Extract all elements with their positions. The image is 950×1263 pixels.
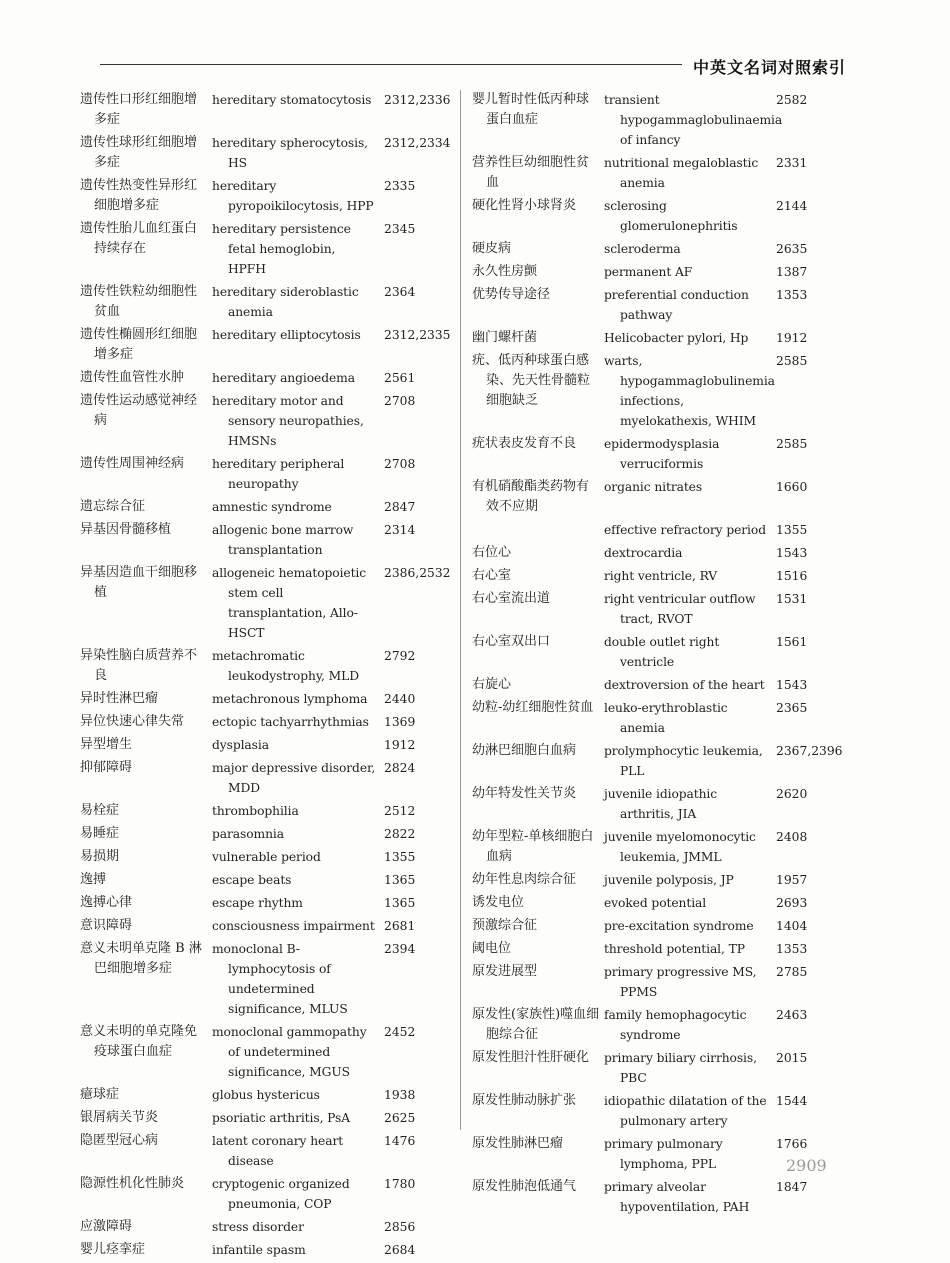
page-reference: 1766: [776, 1137, 808, 1151]
page-reference: 2331: [776, 156, 808, 170]
page-reference: 2144: [776, 199, 808, 213]
chinese-term: 异型增生: [80, 737, 133, 752]
page-reference: 1516: [776, 569, 808, 583]
index-entry: [472, 434, 844, 474]
chinese-term: 遗传性热变性异形红细胞增多症: [80, 178, 198, 213]
page-reference: 2684: [384, 1243, 416, 1257]
english-term: escape rhythm: [212, 896, 303, 910]
chinese-term: 隐源性机化性肺炎: [80, 1176, 185, 1191]
index-entry: [472, 893, 844, 913]
index-entry: [472, 196, 844, 236]
page-reference: 1404: [776, 919, 808, 933]
index-entry: [80, 916, 452, 936]
page-reference: 1780: [384, 1177, 416, 1191]
english-term: leuko-erythroblastic anemia: [604, 701, 728, 735]
chinese-term: 幼年型粒-单核细胞白血病: [472, 829, 594, 864]
page-reference: 2386,2532: [384, 566, 451, 580]
english-term: pre-excitation syndrome: [604, 919, 754, 933]
english-term: prolymphocytic leukemia, PLL: [604, 744, 763, 778]
english-term: allogeneic hematopoietic stem cell transplantation, Allo-HSCT: [212, 566, 367, 640]
page-reference: 1353: [776, 288, 808, 302]
page-reference: 1476: [384, 1134, 416, 1148]
chinese-term: 硬皮病: [472, 241, 512, 256]
english-term: psoriatic arthritis, PsA: [212, 1111, 351, 1125]
chinese-term: 诱发电位: [472, 895, 525, 910]
chinese-term: 银屑病关节炎: [80, 1110, 159, 1125]
index-entry: [472, 784, 844, 824]
english-term: juvenile myelomonocytic leukemia, JMML: [604, 830, 756, 864]
chinese-term: 遗传性血管性水肿: [80, 370, 185, 385]
chinese-term: 原发性肺淋巴瘤: [472, 1136, 564, 1151]
english-term: family hemophagocytic syndrome: [604, 1008, 747, 1042]
index-entry: [472, 543, 844, 563]
english-term: monoclonal B-lymphocytosis of undetermined significance, MLUS: [212, 942, 348, 1016]
index-entry: [472, 827, 844, 867]
page-reference: 2364: [384, 285, 416, 299]
english-term: monoclonal gammopathy of undetermined significance, MGUS: [212, 1025, 367, 1079]
chinese-term: 右心室双出口: [472, 634, 551, 649]
chinese-term: 预激综合征: [472, 918, 538, 933]
chinese-term: 意识障碍: [80, 918, 133, 933]
index-entry: [80, 1217, 452, 1237]
chinese-term: 原发性(家族性)噬血细胞综合征: [472, 1007, 600, 1042]
index-entry: [80, 1085, 452, 1105]
page-reference: 2512: [384, 804, 416, 818]
page-reference: 2693: [776, 896, 808, 910]
chinese-term: 婴儿暂时性低丙种球蛋白血症: [472, 92, 590, 127]
page-reference: 2635: [776, 242, 808, 256]
page-reference: 1355: [384, 850, 416, 864]
page-reference: 2365: [776, 701, 808, 715]
page-reference: 1938: [384, 1088, 416, 1102]
index-column-left: [80, 90, 452, 1263]
index-entry: [80, 1174, 452, 1214]
index-entry: [472, 589, 844, 629]
page-reference: 1365: [384, 896, 416, 910]
chinese-term: 幼年特发性关节炎: [472, 786, 577, 801]
english-term: preferential conduction pathway: [604, 288, 749, 322]
chinese-term: 幼年性息肉综合征: [472, 872, 577, 887]
english-term: vulnerable period: [212, 850, 321, 864]
chinese-term: 遗传性铁粒幼细胞性贫血: [80, 284, 198, 319]
index-entry: [472, 632, 844, 672]
page-reference: 2463: [776, 1008, 808, 1022]
english-term: dextroversion of the heart: [604, 678, 765, 692]
english-term: double outlet right ventricle: [604, 635, 720, 669]
index-entry: [80, 520, 452, 560]
index-entry: [80, 176, 452, 216]
chinese-term: 硬化性肾小球肾炎: [472, 198, 577, 213]
page-header-title: 中英文名词对照索引: [692, 58, 846, 77]
chinese-term: 阈电位: [472, 941, 512, 956]
chinese-term: 原发性胆汁性肝硬化: [472, 1050, 590, 1065]
page-reference: 2785: [776, 965, 808, 979]
index-entry: [80, 325, 452, 365]
english-term: allogenic bone marrow transplantation: [212, 523, 354, 557]
index-entry: [472, 962, 844, 1002]
page-reference: 2345: [384, 222, 416, 236]
chinese-term: 异染性脑白质营养不良: [80, 648, 198, 683]
chinese-term: 意义未明单克隆 B 淋巴细胞增多症: [80, 941, 202, 976]
english-term: juvenile idiopathic arthritis, JIA: [604, 787, 718, 821]
english-term: hereditary spherocytosis, HS: [212, 136, 368, 170]
index-entry: [472, 1177, 844, 1217]
chinese-term: 癔球症: [80, 1087, 120, 1102]
column-divider: [460, 90, 461, 1130]
english-term: hereditary angioedema: [212, 371, 355, 385]
chinese-term: 易睡症: [80, 826, 120, 841]
page-reference: 1561: [776, 635, 808, 649]
index-entry: [80, 801, 452, 821]
index-entry: [472, 741, 844, 781]
chinese-term: 原发性肺泡低通气: [472, 1179, 577, 1194]
index-entry: [80, 133, 452, 173]
english-term: hereditary peripheral neuropathy: [212, 457, 345, 491]
chinese-term: 永久性房颤: [472, 264, 538, 279]
chinese-term: 异基因造血干细胞移植: [80, 565, 198, 600]
english-term: effective refractory period: [604, 523, 766, 537]
page-reference: 2792: [384, 649, 416, 663]
chinese-term: 幼粒-幼红细胞性贫血: [472, 700, 594, 715]
chinese-term: 优势传导途径: [472, 287, 551, 302]
index-entry: [472, 351, 844, 431]
page-reference: 2847: [384, 500, 416, 514]
chinese-term: 右心室: [472, 568, 512, 583]
page-reference: 1531: [776, 592, 808, 606]
page-reference: 1369: [384, 715, 416, 729]
header-rule: [100, 64, 682, 65]
chinese-term: 逸搏: [80, 872, 107, 887]
index-entry: [80, 497, 452, 517]
chinese-term: 幽门螺杆菌: [472, 330, 538, 345]
chinese-term: 右旋心: [472, 677, 512, 692]
page-reference: 2822: [384, 827, 416, 841]
chinese-term: 婴儿痉挛症: [80, 1242, 146, 1257]
index-entry: [472, 90, 844, 150]
page-reference: 2452: [384, 1025, 416, 1039]
page-reference: 1957: [776, 873, 808, 887]
page-reference: 1353: [776, 942, 808, 956]
index-entry: [472, 675, 844, 695]
index-entry: [472, 285, 844, 325]
index-entry: [80, 646, 452, 686]
english-term: juvenile polyposis, JP: [604, 873, 734, 887]
chinese-term: 原发进展型: [472, 964, 538, 979]
english-term: metachronous lymphoma: [212, 692, 368, 706]
chinese-term: 遗传性口形红细胞增多症: [80, 92, 198, 127]
page-reference: 2312,2335: [384, 328, 451, 342]
index-entry: [472, 153, 844, 193]
index-entry: [80, 689, 452, 709]
english-term: hereditary persistence fetal hemoglobin, HPFH: [212, 222, 351, 276]
chinese-term: 异基因骨髓移植: [80, 522, 172, 537]
page-reference: 1365: [384, 873, 416, 887]
page-reference: 1387: [776, 265, 808, 279]
english-term: major depressive disorder, MDD: [212, 761, 376, 795]
chinese-term: [472, 520, 604, 540]
index-entry: [80, 824, 452, 844]
index-entry: [472, 916, 844, 936]
chinese-term: 隐匿型冠心病: [80, 1133, 159, 1148]
page-reference: 2824: [384, 761, 416, 775]
page-reference: 2367,2396: [776, 744, 843, 758]
chinese-term: 遗忘综合征: [80, 499, 146, 514]
chinese-term: 营养性巨幼细胞性贫血: [472, 155, 590, 190]
index-entry: [472, 239, 844, 259]
chinese-term: 幼淋巴细胞白血病: [472, 743, 577, 758]
english-term: metachromatic leukodystrophy, MLD: [212, 649, 359, 683]
english-term: primary progressive MS, PPMS: [604, 965, 757, 999]
english-term: right ventricle, RV: [604, 569, 718, 583]
chinese-term: 意义未明的单克隆免疫球蛋白血症: [80, 1024, 198, 1059]
english-term: hereditary stomatocytosis: [212, 93, 372, 107]
chinese-term: 原发性肺动脉扩张: [472, 1093, 577, 1108]
page-reference: 1544: [776, 1094, 808, 1108]
index-entry: [80, 1022, 452, 1082]
page-reference: 2312,2336: [384, 93, 451, 107]
chinese-term: 异时性淋巴瘤: [80, 691, 159, 706]
chinese-term: 遗传性椭圆形红细胞增多症: [80, 327, 198, 362]
index-entry: [80, 368, 452, 388]
english-term: primary biliary cirrhosis, PBC: [604, 1051, 757, 1085]
english-term: infantile spasm: [212, 1243, 306, 1257]
english-term: scleroderma: [604, 242, 681, 256]
english-term: idiopathic dilatation of the pulmonary artery: [604, 1094, 767, 1128]
english-term: dextrocardia: [604, 546, 683, 560]
index-entry: [80, 90, 452, 130]
chinese-term: 疣、低丙种球蛋白感染、先天性骨髓粒细胞缺乏: [472, 353, 591, 408]
page-reference: 2440: [384, 692, 416, 706]
index-entry: [80, 1108, 452, 1128]
english-term: dysplasia: [212, 738, 269, 752]
english-term: organic nitrates: [604, 480, 703, 494]
english-term: stress disorder: [212, 1220, 304, 1234]
index-entry: [80, 1240, 452, 1260]
english-term: primary alveolar hypoventilation, PAH: [604, 1180, 750, 1214]
page-reference: 2561: [384, 371, 416, 385]
english-term: evoked potential: [604, 896, 707, 910]
english-term: thrombophilia: [212, 804, 299, 818]
english-term: ectopic tachyarrhythmias: [212, 715, 369, 729]
index-entry: [80, 712, 452, 732]
index-entry: [80, 1131, 452, 1171]
page-reference: 2708: [384, 457, 416, 471]
english-term: transient hypogammaglobulinaemia of infancy: [604, 93, 783, 147]
page-reference: 2620: [776, 787, 808, 801]
page-number: 2909: [786, 1156, 827, 1175]
english-term: globus hystericus: [212, 1088, 320, 1102]
index-entry: [80, 735, 452, 755]
chinese-term: 右心室流出道: [472, 591, 551, 606]
page-reference: 2335: [384, 179, 416, 193]
page-reference: 2408: [776, 830, 808, 844]
chinese-term: 疣状表皮发育不良: [472, 436, 577, 451]
english-term: threshold potential, TP: [604, 942, 745, 956]
index-entry: [80, 870, 452, 890]
index-entry: [472, 262, 844, 282]
chinese-term: 右位心: [472, 545, 512, 560]
english-term: primary pulmonary lymphoma, PPL: [604, 1137, 723, 1171]
english-term: Helicobacter pylori, Hp: [604, 331, 749, 345]
index-entry: [472, 1048, 844, 1088]
index-entry: [80, 893, 452, 913]
english-term: hereditary pyropoikilocytosis, HPP: [212, 179, 374, 213]
index-entry: [80, 282, 452, 322]
chinese-term: 遗传性胎儿血红蛋白持续存在: [80, 221, 198, 256]
english-term: permanent AF: [604, 265, 693, 279]
page-reference: 2625: [384, 1111, 416, 1125]
index-entry: [80, 758, 452, 798]
page-reference: 1355: [776, 523, 808, 537]
english-term: cryptogenic organized pneumonia, COP: [212, 1177, 350, 1211]
english-term: nutritional megaloblastic anemia: [604, 156, 759, 190]
index-entry: [472, 698, 844, 738]
chinese-term: 遗传性球形红细胞增多症: [80, 135, 198, 170]
page-reference: 1543: [776, 678, 808, 692]
page-reference: 1543: [776, 546, 808, 560]
english-term: epidermodysplasia verruciformis: [604, 437, 720, 471]
index-entry: [472, 939, 844, 959]
chinese-term: 易栓症: [80, 803, 120, 818]
index-entry: [472, 328, 844, 348]
index-entry: [80, 939, 452, 1019]
english-term: hereditary sideroblastic anemia: [212, 285, 359, 319]
page-reference: 2585: [776, 437, 808, 451]
page-reference: 1912: [384, 738, 416, 752]
page-reference: 1912: [776, 331, 808, 345]
english-term: sclerosing glomerulonephritis: [604, 199, 738, 233]
page-reference: 2312,2334: [384, 136, 451, 150]
index-entry: [472, 477, 844, 517]
english-term: parasomnia: [212, 827, 284, 841]
page-reference: 2314: [384, 523, 416, 537]
english-term: escape beats: [212, 873, 292, 887]
index-entry: [80, 391, 452, 451]
english-term: latent coronary heart disease: [212, 1134, 344, 1168]
index-entry: [80, 219, 452, 279]
chinese-term: 遗传性运动感觉神经病: [80, 393, 198, 428]
page-reference: 2681: [384, 919, 416, 933]
english-term: right ventricular outflow tract, RVOT: [604, 592, 756, 626]
english-term: warts, hypogammaglobulinemia infections, myelokathexis, WHIM: [604, 354, 775, 428]
page-reference: 1660: [776, 480, 808, 494]
english-term: consciousness impairment: [212, 919, 375, 933]
english-term: hereditary motor and sensory neuropathies, HMSNs: [212, 394, 364, 448]
chinese-term: 应激障碍: [80, 1219, 133, 1234]
index-column-right: [472, 90, 844, 1220]
index-entry: [80, 847, 452, 867]
page-reference: 2856: [384, 1220, 416, 1234]
chinese-term: 易损期: [80, 849, 120, 864]
page-reference: 2394: [384, 942, 416, 956]
chinese-term: 逸搏心律: [80, 895, 133, 910]
index-entry: [472, 520, 844, 540]
page-reference: 1847: [776, 1180, 808, 1194]
english-term: hereditary elliptocytosis: [212, 328, 361, 342]
chinese-term: 遗传性周围神经病: [80, 456, 185, 471]
index-entry: [80, 563, 452, 643]
page-reference: 2015: [776, 1051, 808, 1065]
chinese-term: 异位快速心律失常: [80, 714, 185, 729]
index-entry: [472, 1005, 844, 1045]
chinese-term: 有机硝酸酯类药物有效不应期: [472, 479, 590, 514]
chinese-term: 抑郁障碍: [80, 760, 133, 775]
index-entry: [472, 566, 844, 586]
english-term: amnestic syndrome: [212, 500, 332, 514]
page-reference: 2585: [776, 354, 808, 368]
index-entry: [472, 870, 844, 890]
page-reference: 2708: [384, 394, 416, 408]
index-entry: [472, 1091, 844, 1131]
index-entry: [80, 454, 452, 494]
page-reference: 2582: [776, 93, 808, 107]
